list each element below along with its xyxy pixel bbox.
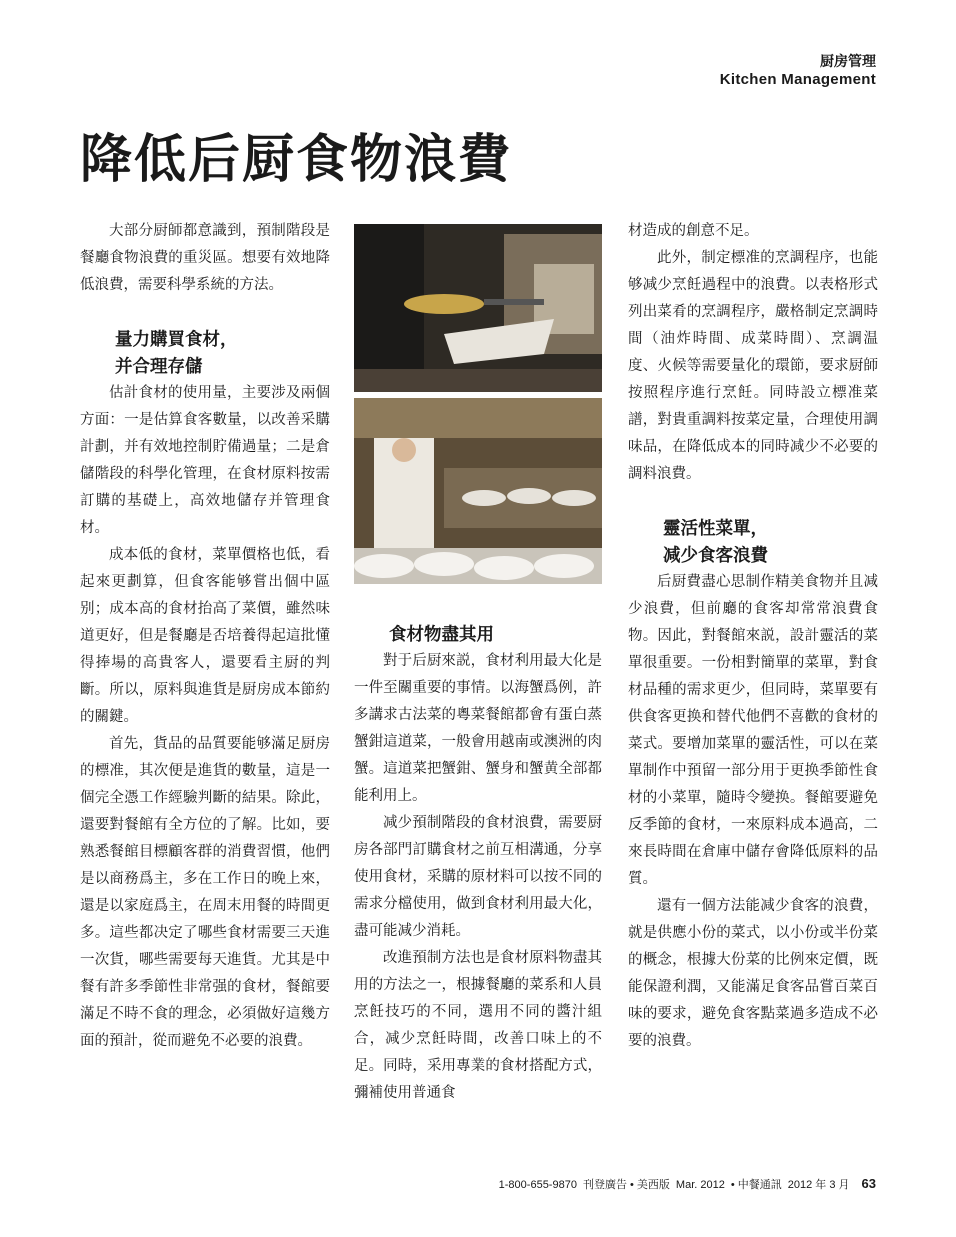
section-label-en: Kitchen Management — [719, 71, 876, 88]
paragraph: 估計食材的使用量，主要涉及兩個方面：一是估算食客數量，以改善采購計劃，并有效地控制貯備過量；二是倉儲階段的科學化管理，在食材原料按需訂購的基礎上，高效地儲存并管理食材。 — [80, 385, 330, 536]
article-title: 降低后厨食物浪費 — [80, 129, 513, 190]
paragraph: 成本低的食材，菜單價格也低，看起來更劃算，但食客能够嘗出個中區别；成本高的食材抬高了菜價，雖然味道更好，但是餐廳是否培養得起這批懂得捧場的高貴客人，還要看主厨的判斷。所以，原料與進貨是厨房成本節約的關鍵。 — [80, 547, 330, 725]
subheading-buy-line1: 量力購買食材， — [115, 329, 238, 349]
intro-paragraph: 大部分厨師都意識到，預制階段是餐廳食物浪費的重災區。想要有效地降低浪費，需要科學系統的方法。 — [80, 223, 330, 293]
footer-phone: 1-800-655-9870 — [498, 1179, 577, 1191]
paragraph: 對于后厨來説，食材利用最大化是一件至關重要的事情。以海蟹爲例，許多講求古法菜的粵菜餐館都會有蛋白蒸蟹鉗這道菜，一般會用越南或澳洲的肉蟹。這道菜把蟹鉗、蟹身和蟹黄全部都能利用上。 — [354, 653, 602, 804]
subheading-menu-line1: 靈活性菜單， — [663, 518, 768, 538]
kitchen-chef-illustration — [354, 224, 602, 392]
kitchen-plates-photo — [354, 398, 602, 584]
column-2 — [354, 621, 602, 1107]
page-number: 63 — [861, 1176, 876, 1191]
column-1 — [80, 218, 330, 1055]
subheading-buy-line2: 并合理存儲 — [115, 356, 203, 376]
footer-date-zh: 2012 年 3 月 — [787, 1179, 850, 1191]
subheading-menu-line2: 减少食客浪費 — [663, 545, 768, 565]
subheading-ingredients: 食材物盡其用 — [389, 624, 494, 644]
paragraph-continued: 材造成的創意不足。 — [628, 223, 759, 239]
kitchen-plates-illustration — [354, 398, 602, 584]
column-3 — [628, 218, 878, 1055]
footer-ad: 刊登廣告 • 美西版 — [582, 1179, 670, 1191]
page-footer — [499, 1176, 876, 1193]
paragraph: 還有一個方法能减少食客的浪費，就是供應小份的菜式，以小份或半份菜的概念，根據大份菜的比例來定價，既能保證利潤，又能滿足食客品嘗百菜百味的要求，避免食客點菜過多造成不必要的浪費。 — [628, 898, 878, 1049]
paragraph: 减少預制階段的食材浪費，需要厨房各部門訂購食材之前互相溝通，分享使用食材，采購的原材料可以按不同的需求分檔使用，做到食材利用最大化，盡可能减少消耗。 — [354, 815, 602, 939]
paragraph: 首先，貨品的品質要能够滿足厨房的標准，其次便是進貨的數量，這是一個完全憑工作經驗判斷的結果。除此，還要對餐館有全方位的了解。比如，要熟悉餐館目標顧客群的消費習慣，他們是以商務爲主，多在工作日的晚上來，還是以家庭爲主，在周末用餐的時間更多。這些都决定了哪些食材需要三天進一次貨，哪些需要每天進貨。尤其是中餐有許多季節性非常强的食材，餐館要滿足不時不食的理念，必須做好這幾方面的預計，從而避免不必要的浪費。 — [80, 736, 330, 1049]
section-tag — [720, 52, 876, 90]
paragraph: 后厨費盡心思制作精美食物并且减少浪費，但前廳的食客却常常浪費食物。因此，對餐館來説，設計靈活的菜單很重要。一份相對簡單的菜單，對食材品種的需求更少，但同時，菜單要有供食客更换和替代他們不喜歡的食材的菜式。要增加菜單的靈活性，可以在菜單制作中預留一部分用于更换季節性食材的小菜單，隨時令變换。餐館要避免反季節的食材，一來原料成本過高，二來長時間在倉庫中儲存會降低原料的品質。 — [628, 574, 878, 887]
footer-date-en: Mar. 2012 — [675, 1179, 725, 1191]
paragraph: 此外，制定標准的烹調程序，也能够减少烹飪過程中的浪費。以表格形式列出菜肴的烹調程序，嚴格制定烹調時間（油炸時間、成菜時間）、烹調温度、火候等需要量化的環節，要求厨師按照程序進行烹飪。同時設立標准菜譜，對貴重調料按菜定量，合理使用調味品，在降低成本的同時减少不必要的調料浪費。 — [628, 250, 878, 482]
paragraph: 改進預制方法也是食材原料物盡其用的方法之一，根據餐廳的菜系和人員烹飪技巧的不同，選用不同的醬汁組合，减少烹飪時間，改善口味上的不足。同時，采用專業的食材搭配方式，彌補使用普通食 — [354, 950, 602, 1101]
section-label-zh: 厨房管理 — [820, 53, 876, 69]
footer-magazine: • 中餐通訊 — [730, 1179, 782, 1191]
kitchen-chef-photo — [354, 224, 602, 392]
